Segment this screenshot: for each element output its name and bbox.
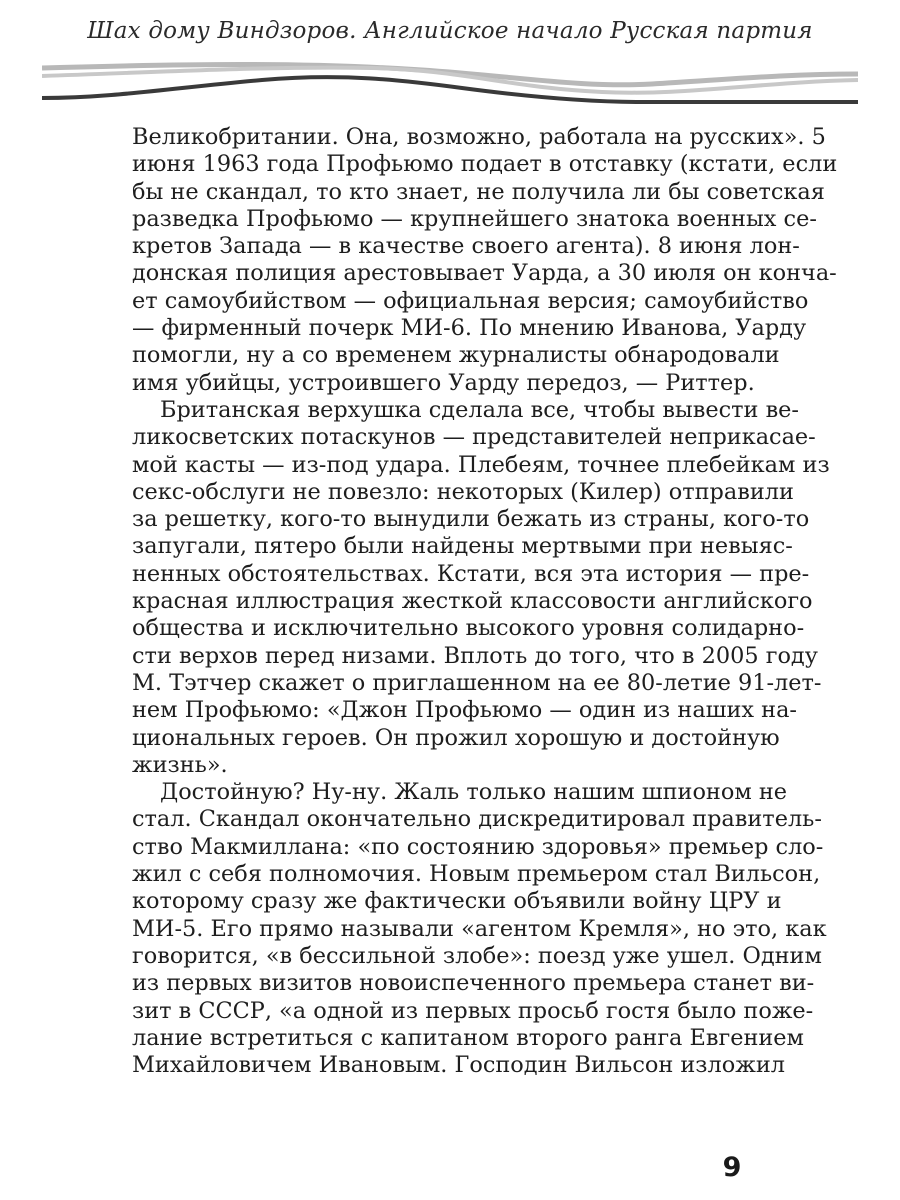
text-line: ликосветских потаскунов — представителей неприкасае- (132, 424, 816, 451)
page-number: 9 (722, 1152, 742, 1183)
text-line: лание встретиться с капитаном второго ранга Евгением (132, 1024, 804, 1051)
text-line: помогли, ну а со временем журналисты обнародовали (132, 342, 780, 369)
text-line: жизнь». (132, 751, 228, 778)
text-line: Великобритании. Она, возможно, работала на русских». 5 (132, 124, 826, 150)
text-line: ет самоубийством — официальная версия; самоубийство (132, 287, 809, 314)
text-line: говорится, «в бессильной злобе»: поезд уже ушел. Одним (132, 942, 822, 969)
text-line: красная иллюстрация жесткой классовости английского (132, 588, 813, 615)
text-line: Британская верхушка сделала все, чтобы вывести ве- (160, 396, 799, 423)
header-ornament (42, 58, 858, 108)
text-line: зит в СССР, «а одной из первых просьб гостя было поже- (132, 997, 814, 1024)
text-line: мой касты — из-под удара. Плебеям, точнее плебейкам из (132, 451, 830, 478)
text-line: сти верхов перед низами. Вплоть до того, что в 2005 году (132, 642, 818, 669)
text-line: донская полиция арестовывает Уарда, а 30 июля он конча- (132, 260, 837, 287)
text-line: ненных обстоятельствах. Кстати, вся эта история — пре- (132, 560, 810, 587)
text-line: жил с себя полномочия. Новым премьером стал Вильсон, (132, 861, 821, 888)
text-line: нем Профьюмо: «Джон Профьюмо — один из наших на- (132, 697, 797, 724)
text-line: Достойную? Ну-ну. Жаль только нашим шпионом не (160, 779, 788, 806)
text-line: бы не скандал, то кто знает, не получила ли бы советская (132, 178, 825, 205)
text-line: Михайловичем Ивановым. Господин Вильсон изложил (132, 1052, 785, 1079)
text-line: стал. Скандал окончательно дискредитировал правитель- (132, 806, 822, 833)
text-line: МИ-5. Его прямо называли «агентом Кремля», но это, как (132, 915, 827, 942)
running-header-title: Шах дому Виндзоров. Английское начало Русская партия (87, 18, 813, 44)
text-line: циональных героев. Он прожил хорошую и достойную (132, 724, 780, 751)
body-text (132, 124, 838, 1079)
text-line: запугали, пятеро были найдены мертвыми при невыяс- (132, 533, 793, 560)
text-line: ство Макмиллана: «по состоянию здоровья» премьер сло- (132, 833, 824, 860)
text-line: разведка Профьюмо — крупнейшего знатока военных се- (132, 205, 817, 232)
text-line: кретов Запада — в качестве своего агента). 8 июня лон- (132, 233, 800, 260)
text-line: секс-обслуги не повезло: некоторых (Килер) отправили (132, 478, 794, 505)
text-line: из первых визитов новоиспеченного премьера станет ви- (132, 970, 815, 997)
text-line: за решетку, кого-то вынудили бежать из страны, кого-то (132, 506, 810, 533)
text-line: июня 1963 года Профьюмо подает в отставку (кстати, если (132, 151, 838, 178)
text-line: общества и исключительно высокого уровня солидарно- (132, 615, 805, 642)
text-line: М. Тэтчер скажет о приглашенном на ее 80-летие 91-лет- (132, 669, 822, 696)
text-line: имя убийцы, устроившего Уарду передоз, — Риттер. (132, 369, 755, 396)
text-line: которому сразу же фактически объявили войну ЦРУ и (132, 888, 782, 915)
text-line: — фирменный почерк МИ-6. По мнению Иванова, Уарду (132, 315, 807, 342)
